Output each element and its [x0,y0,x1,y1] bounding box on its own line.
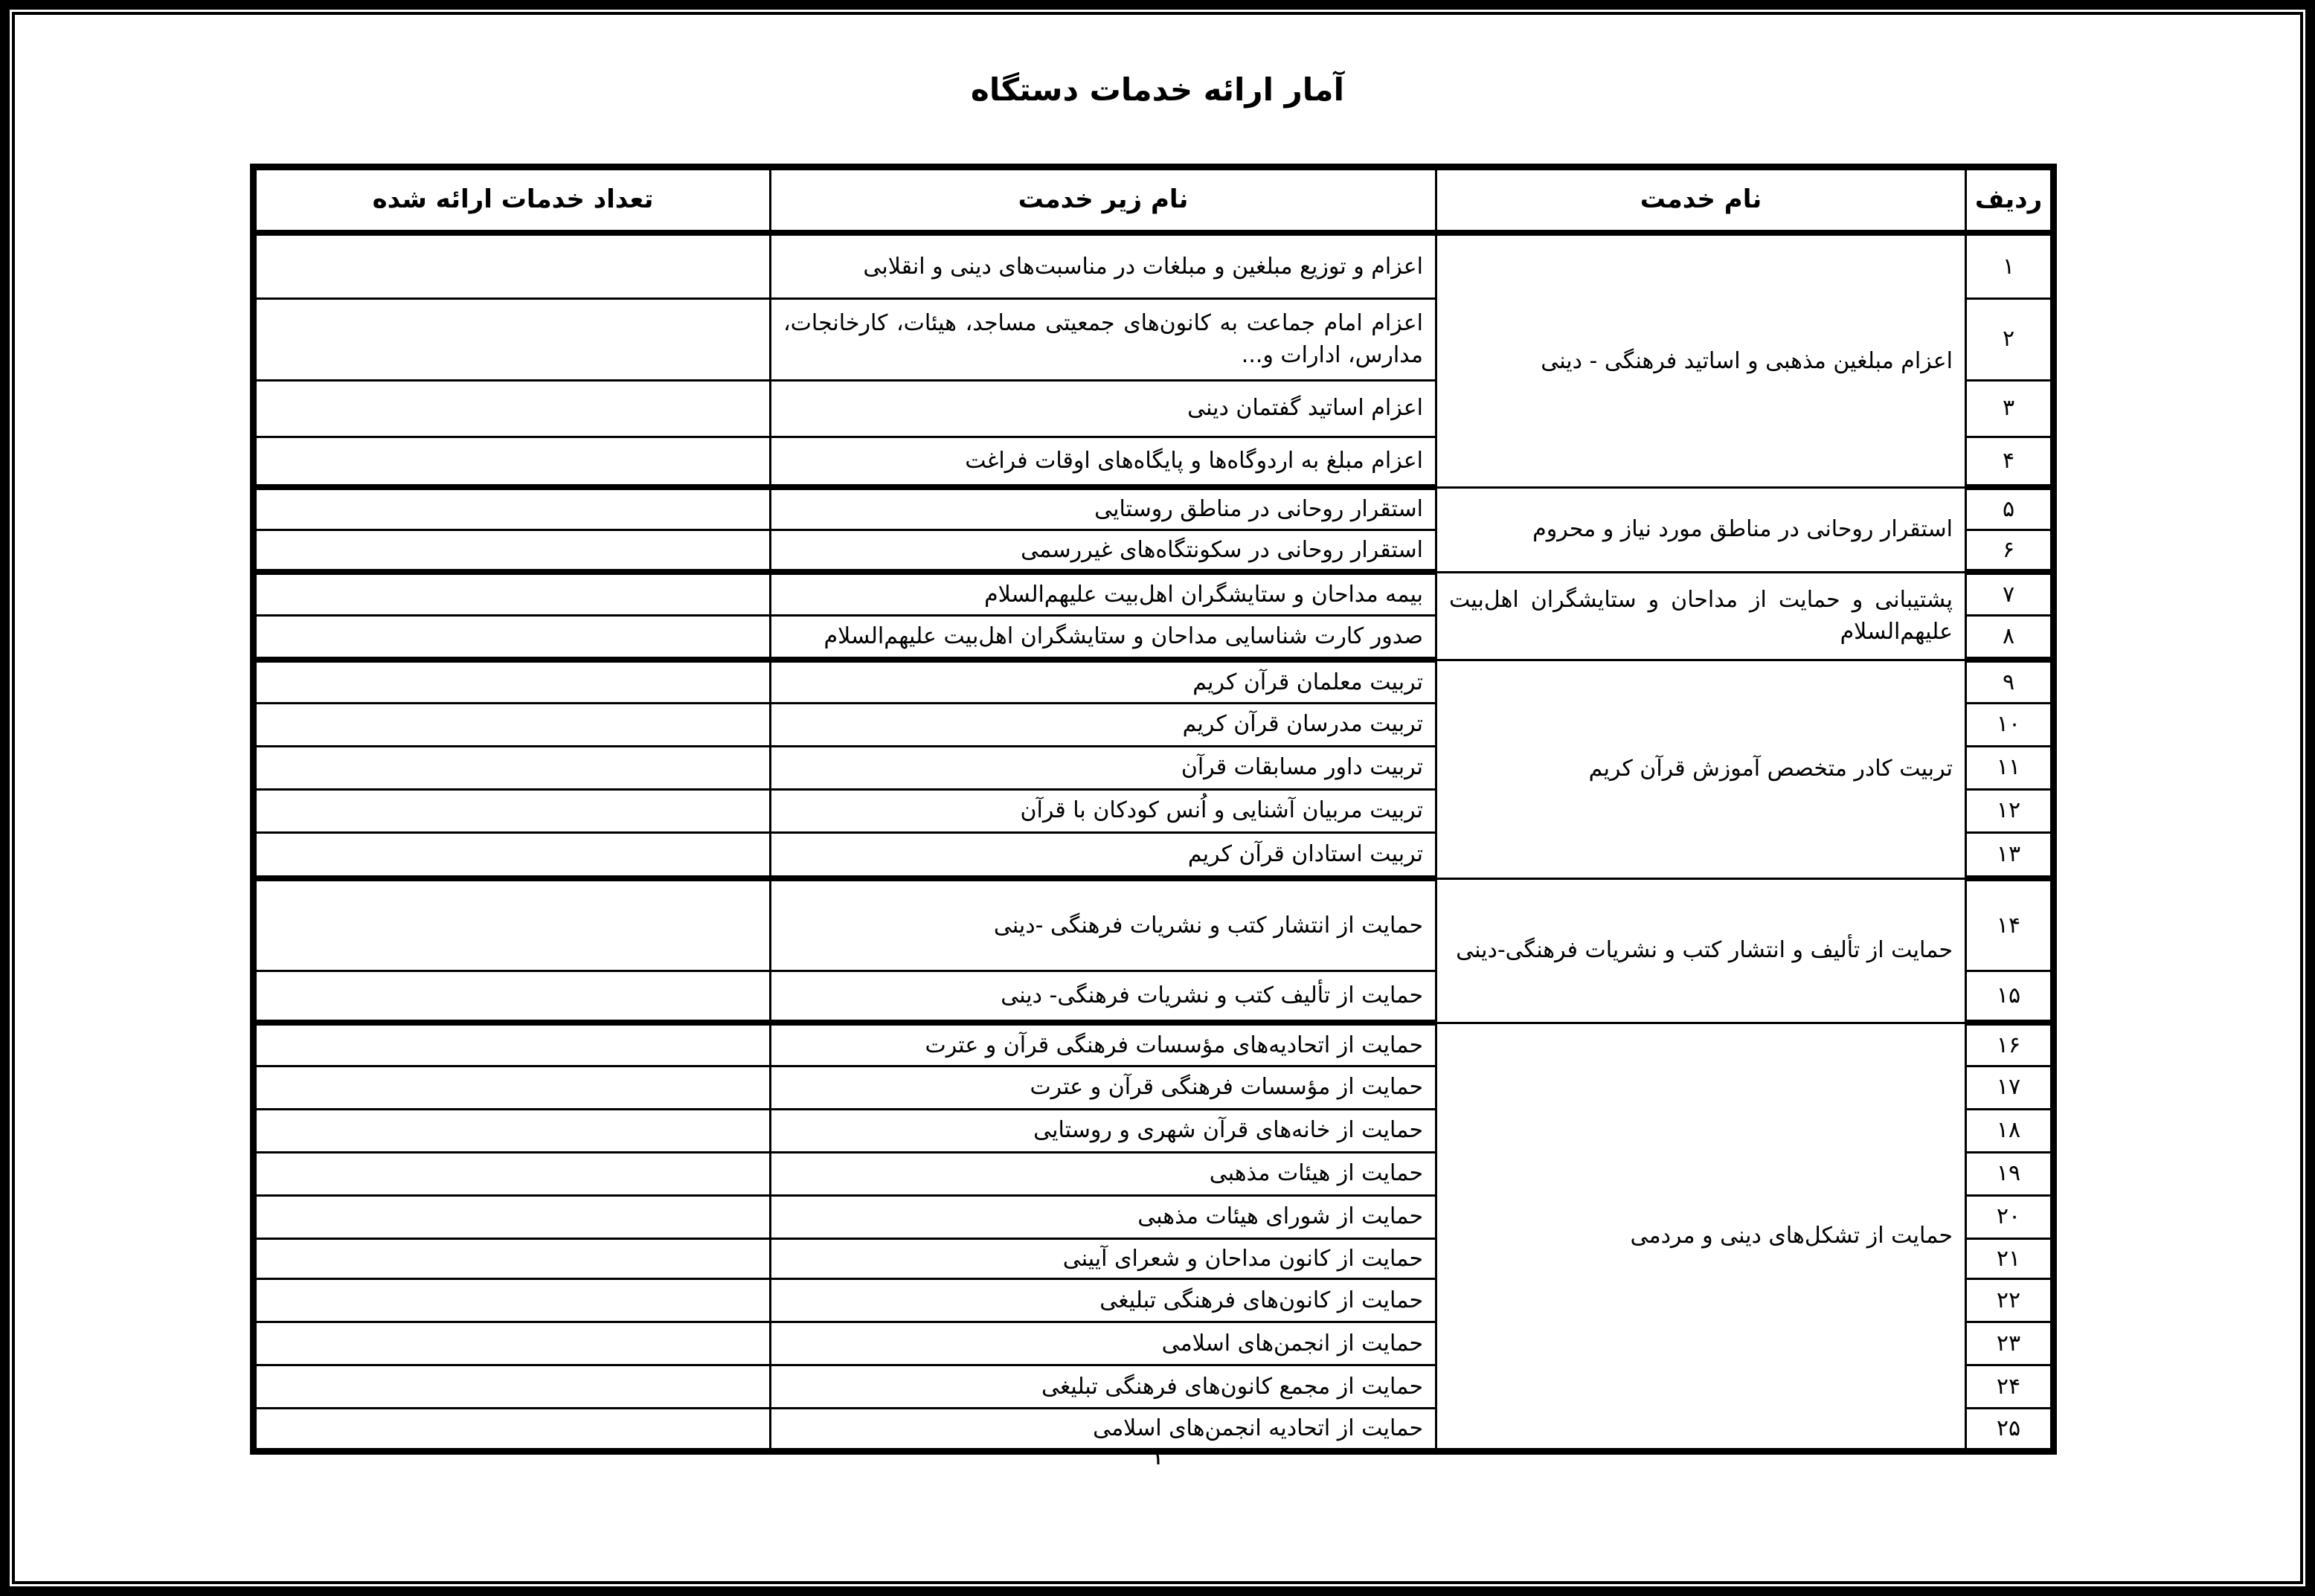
row-number-cell: ۳ [1966,380,2054,437]
sub-service-cell: حمایت از کانون‌های فرهنگی تبلیغی [771,1279,1436,1322]
sub-service-cell: تربیت مدرسان قرآن کریم [771,703,1436,746]
row-number-cell: ۱۴ [1966,878,2054,971]
sub-service-cell: اعزام و توزیع مبلغین و مبلغات در مناسبت‌های دینی و انقلابی [771,233,1436,298]
sub-service-cell: استقرار روحانی در مناطق روستایی [771,487,1436,530]
count-cell [254,233,771,298]
row-number-cell: ۱۸ [1966,1109,2054,1152]
row-number-cell: ۲ [1966,298,2054,380]
header-services-count: تعداد خدمات ارائه شده [254,167,771,234]
count-cell [254,660,771,703]
count-cell [254,530,771,572]
table-row [254,660,2054,703]
sub-service-cell: تربیت داور مسابقات قرآن [771,746,1436,789]
table-row [254,878,2054,971]
count-cell [254,437,771,487]
sub-service-cell: اعزام اساتید گفتمان دینی [771,380,1436,437]
row-number-cell: ۷ [1966,572,2054,615]
sub-service-cell: حمایت از خانه‌های قرآن شهری و روستایی [771,1109,1436,1152]
service-name-cell: حمایت از تألیف و انتشار کتب و نشریات فرهنگی-دینی [1436,878,1966,1023]
sub-service-cell: حمایت از انجمن‌های اسلامی [771,1322,1436,1365]
count-cell [254,1279,771,1322]
row-number-cell: ۱۹ [1966,1152,2054,1195]
sub-service-cell: تربیت معلمان قرآن کریم [771,660,1436,703]
sub-service-cell: حمایت از مجمع کانون‌های فرهنگی تبلیغی [771,1365,1436,1409]
count-cell [254,746,771,789]
count-cell [254,1066,771,1109]
count-cell [254,878,771,971]
sub-service-cell: حمایت از مؤسسات فرهنگی قرآن و عترت [771,1066,1436,1109]
table-row [254,233,2054,298]
services-table [250,164,2057,1455]
row-number-cell: ۱۰ [1966,703,2054,746]
sub-service-cell: حمایت از هیئات مذهبی [771,1152,1436,1195]
sub-service-cell: حمایت از انتشار کتب و نشریات فرهنگی -دینی [771,878,1436,971]
count-cell [254,1109,771,1152]
count-cell [254,1322,771,1365]
sub-service-cell: صدور کارت شناسایی مداحان و ستایشگران اهل‌بیت علیهم‌السلام [771,615,1436,660]
count-cell [254,1365,771,1409]
row-number-cell: ۱۵ [1966,971,2054,1023]
count-cell [254,1152,771,1195]
table-row [254,572,2054,615]
service-name-cell: اعزام مبلغین مذهبی و اساتید فرهنگی - دینی [1436,233,1966,487]
row-number-cell: ۶ [1966,530,2054,572]
page-number: ۱ [1150,1441,1165,1471]
row-number-cell: ۱۳ [1966,832,2054,878]
header-radif: ردیف [1966,167,2054,234]
header-service-name: نام خدمت [1436,167,1966,234]
table-row [254,1023,2054,1066]
count-cell [254,298,771,380]
row-number-cell: ۲۰ [1966,1195,2054,1238]
sub-service-cell: استقرار روحانی در سکونتگاه‌های غیررسمی [771,530,1436,572]
page-title: آمار ارائه خدمات دستگاه [971,71,1344,108]
sub-service-cell: حمایت از تألیف کتب و نشریات فرهنگی- دینی [771,971,1436,1023]
sub-service-cell: حمایت از اتحادیه انجمن‌های اسلامی [771,1409,1436,1452]
count-cell [254,1195,771,1238]
row-number-cell: ۵ [1966,487,2054,530]
sub-service-cell: حمایت از شورای هیئات مذهبی [771,1195,1436,1238]
service-name-cell: استقرار روحانی در مناطق مورد نیاز و محروم [1436,487,1966,572]
row-number-cell: ۱۷ [1966,1066,2054,1109]
services-table-wrapper [257,164,2057,1455]
services-table-body [254,233,2054,1451]
row-number-cell: ۲۲ [1966,1279,2054,1322]
row-number-cell: ۱ [1966,233,2054,298]
sub-service-cell: حمایت از اتحادیه‌های مؤسسات فرهنگی قرآن و عترت [771,1023,1436,1066]
header-sub-service-name: نام زیر خدمت [771,167,1436,234]
count-cell [254,1238,771,1279]
count-cell [254,789,771,832]
service-name-cell: حمایت از تشکل‌های دینی و مردمی [1436,1023,1966,1451]
count-cell [254,380,771,437]
row-number-cell: ۲۳ [1966,1322,2054,1365]
sub-service-cell: تربیت مربیان آشنایی و اُنس کودکان با قرآن [771,789,1436,832]
row-number-cell: ۴ [1966,437,2054,487]
row-number-cell: ۲۴ [1966,1365,2054,1409]
row-number-cell: ۸ [1966,615,2054,660]
sub-service-cell: تربیت استادان قرآن کریم [771,832,1436,878]
count-cell [254,615,771,660]
table-header [254,167,2054,234]
service-name-cell: پشتیبانی و حمایت از مداحان و ستایشگران اهل‌بیت علیهم‌السلام [1436,572,1966,660]
count-cell [254,971,771,1023]
row-number-cell: ۱۲ [1966,789,2054,832]
count-cell [254,487,771,530]
row-number-cell: ۲۵ [1966,1409,2054,1452]
sub-service-cell: اعزام مبلغ به اردوگاه‌ها و پایگاه‌های اوقات فراغت [771,437,1436,487]
table-row [254,487,2054,530]
count-cell [254,572,771,615]
row-number-cell: ۱۶ [1966,1023,2054,1066]
header-row [254,167,2054,234]
sub-service-cell: بیمه مداحان و ستایشگران اهل‌بیت علیهم‌السلام [771,572,1436,615]
count-cell [254,832,771,878]
sub-service-cell: اعزام امام جماعت به کانون‌های جمعیتی مساجد، هیئات، کارخانجات، مدارس، ادارات و... [771,298,1436,380]
sub-service-cell: حمایت از کانون مداحان و شعرای آیینی [771,1238,1436,1279]
row-number-cell: ۹ [1966,660,2054,703]
count-cell [254,703,771,746]
row-number-cell: ۱۱ [1966,746,2054,789]
service-name-cell: تربیت کادر متخصص آموزش قرآن کریم [1436,660,1966,878]
count-cell [254,1023,771,1066]
row-number-cell: ۲۱ [1966,1238,2054,1279]
